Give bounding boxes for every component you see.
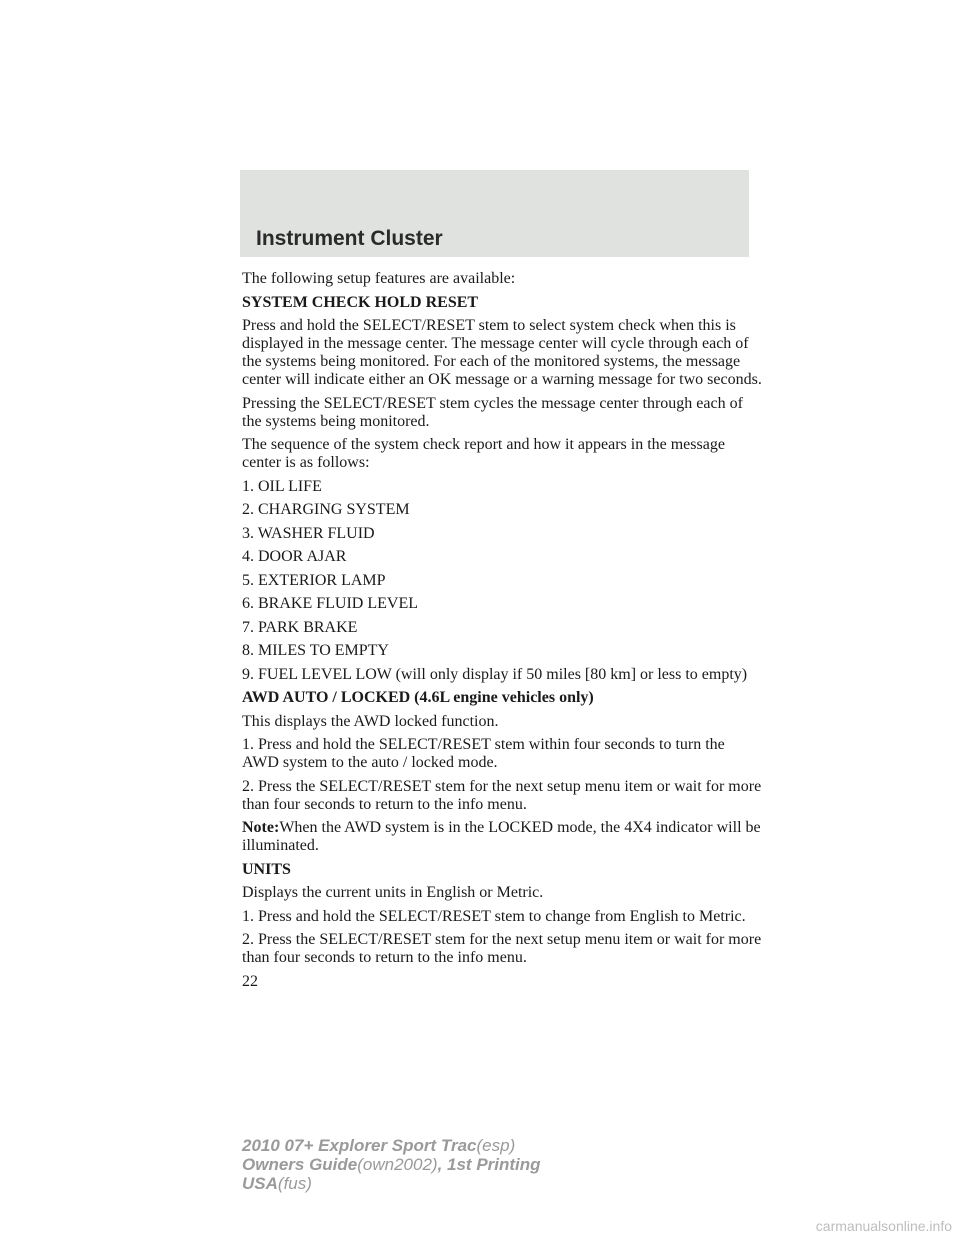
units-paragraph: Displays the current units in English or Metric.: [242, 884, 544, 901]
system-check-heading: SYSTEM CHECK HOLD RESET: [242, 293, 479, 311]
list-item: 6. BRAKE FLUID LEVEL: [242, 595, 418, 612]
system-check-paragraph-2: Pressing the SELECT/RESET stem cycles the message center through each of the systems being monitored.: [242, 394, 743, 430]
note-label: Note:: [242, 819, 280, 836]
list-item: 8. MILES TO EMPTY: [242, 642, 389, 659]
awd-step-2: 2. Press the SELECT/RESET stem for the next setup menu item or wait for more than four seconds to return to the info menu.: [242, 777, 762, 813]
list-item: 2. CHARGING SYSTEM: [242, 501, 410, 518]
section-header-band: [240, 170, 749, 257]
footer-guide-code: (own2002): [357, 1155, 438, 1174]
system-check-paragraph-3: The sequence of the system check report and how it appears in the message center is as follows:: [242, 436, 725, 471]
awd-note: [242, 819, 762, 855]
units-step-2: 2. Press the SELECT/RESET stem for the next setup menu item or wait for more than four seconds to return to the info menu.: [242, 931, 762, 966]
list-item: 5. EXTERIOR LAMP: [242, 571, 386, 589]
list-item: 3. WASHER FLUID: [242, 524, 375, 542]
list-item: 9. FUEL LEVEL LOW (will only display if 50 miles [80 km] or less to empty): [242, 665, 748, 683]
footer-guide: Owners Guide: [242, 1155, 358, 1174]
footer-line-1: [242, 1136, 541, 1155]
footer-region-code: (fus): [277, 1174, 312, 1193]
document-footer: [242, 1136, 541, 1193]
system-check-paragraph-1: Press and hold the SELECT/RESET stem to select system check when this is displayed in the message center. The message center will cycle through each of the systems being monitored. For each of the monitored systems, the message center will indicate either an OK message or a warning message for two seconds.: [242, 317, 762, 388]
footer-line-3: [242, 1174, 541, 1193]
awd-heading: AWD AUTO / LOCKED (4.6L engine vehicles only): [242, 689, 594, 706]
footer-line-2: [242, 1155, 541, 1174]
list-item: 4. DOOR AJAR: [242, 548, 347, 565]
intro-text: The following setup features are available:: [242, 270, 516, 287]
footer-region: USA: [242, 1174, 278, 1193]
page-content: [242, 270, 762, 996]
list-item: 1. OIL LIFE: [242, 477, 322, 495]
section-title: Instrument Cluster: [256, 227, 443, 250]
page-number: 22: [242, 972, 258, 990]
units-heading: UNITS: [242, 860, 291, 878]
footer-model: 2010 07+ Explorer Sport Trac: [242, 1136, 477, 1155]
awd-paragraph: This displays the AWD locked function.: [242, 712, 499, 730]
awd-step-1: 1. Press and hold the SELECT/RESET stem within four seconds to turn the AWD system to the auto / locked mode.: [242, 736, 725, 771]
list-item: 7. PARK BRAKE: [242, 618, 358, 636]
watermark: carmanualsonline.info: [815, 1218, 952, 1234]
units-step-1: 1. Press and hold the SELECT/RESET stem to change from English to Metric.: [242, 907, 746, 925]
footer-printing: , 1st Printing: [437, 1155, 541, 1174]
note-text: When the AWD system is in the LOCKED mode, the 4X4 indicator will be illuminated.: [242, 819, 761, 854]
footer-model-code: (esp): [476, 1136, 516, 1155]
